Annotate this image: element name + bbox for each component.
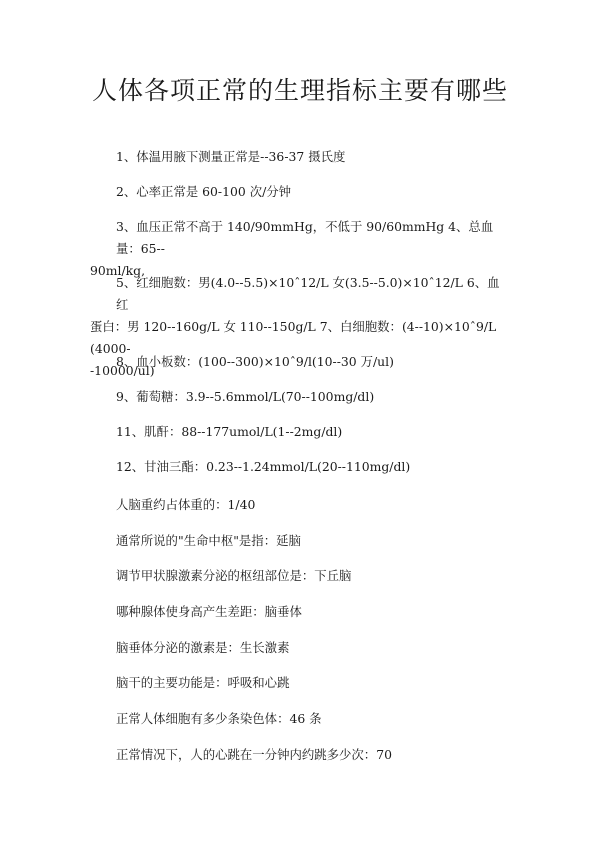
paragraph <box>90 744 500 766</box>
paragraph <box>90 530 500 552</box>
paragraph-line: 通常所说的"生命中枢"是指：延脑 <box>116 533 301 548</box>
paragraph-line: 9、葡萄糖：3.9--5.6mmol/L(70--100mg/dl) <box>116 389 375 404</box>
paragraph-line: 2、心率正常是 60-100 次/分钟 <box>116 184 292 199</box>
paragraph-line: 90ml/kg, <box>90 263 146 278</box>
paragraph <box>90 565 500 587</box>
paragraph <box>90 421 500 443</box>
paragraph-line: 人脑重约占体重的：1/40 <box>116 497 256 512</box>
paragraph-line: 1、体温用腋下测量正常是--36-37 摄氏度 <box>116 149 346 164</box>
paragraph <box>90 386 500 408</box>
paragraph-line: -10000/ul) <box>90 363 155 378</box>
paragraph-line: 12、甘油三酯：0.23--1.24mmol/L(20--110mg/dl) <box>116 459 411 474</box>
paragraph <box>90 672 500 694</box>
paragraph <box>90 181 500 203</box>
paragraph-line: 3、血压正常不高于 140/90mmHg，不低于 90/60mmHg 4、总血量：65-- <box>116 219 494 256</box>
paragraph-line: 11、肌酐：88--177umol/L(1--2mg/dl) <box>116 424 343 439</box>
paragraph <box>90 456 500 478</box>
paragraph <box>90 708 500 730</box>
paragraph-line: 脑干的主要功能是：呼吸和心跳 <box>116 675 290 690</box>
page-title: 人体各项正常的生理指标主要有哪些 <box>91 76 508 105</box>
paragraph-line: 蛋白：男 120--160g/L 女 110--150g/L 7、白细胞数：(4--10)×10ˆ9/L(4000- <box>90 319 497 356</box>
paragraph-line: 正常情况下，人的心跳在一分钟内约跳多少次：70 <box>116 747 392 762</box>
paragraph-line: 8、血小板数：(100--300)×10ˆ9/l(10--30 万/ul) <box>116 354 394 369</box>
paragraph <box>90 601 500 623</box>
paragraph <box>90 351 500 373</box>
paragraph <box>90 494 500 516</box>
paragraph <box>90 146 500 168</box>
paragraph-line: 哪种腺体使身高产生差距：脑垂体 <box>116 604 302 619</box>
paragraph-line: 正常人体细胞有多少条染色体：46 条 <box>116 711 322 726</box>
paragraph-line: 脑垂体分泌的激素是：生长激素 <box>116 640 290 655</box>
paragraph <box>90 637 500 659</box>
paragraph-line: 5、红细胞数：男(4.0--5.5)×10ˆ12/L 女(3.5--5.0)×10ˆ12/L 6、血红 <box>116 275 500 312</box>
paragraph-line: 调节甲状腺激素分泌的枢纽部位是：下丘脑 <box>116 568 352 583</box>
